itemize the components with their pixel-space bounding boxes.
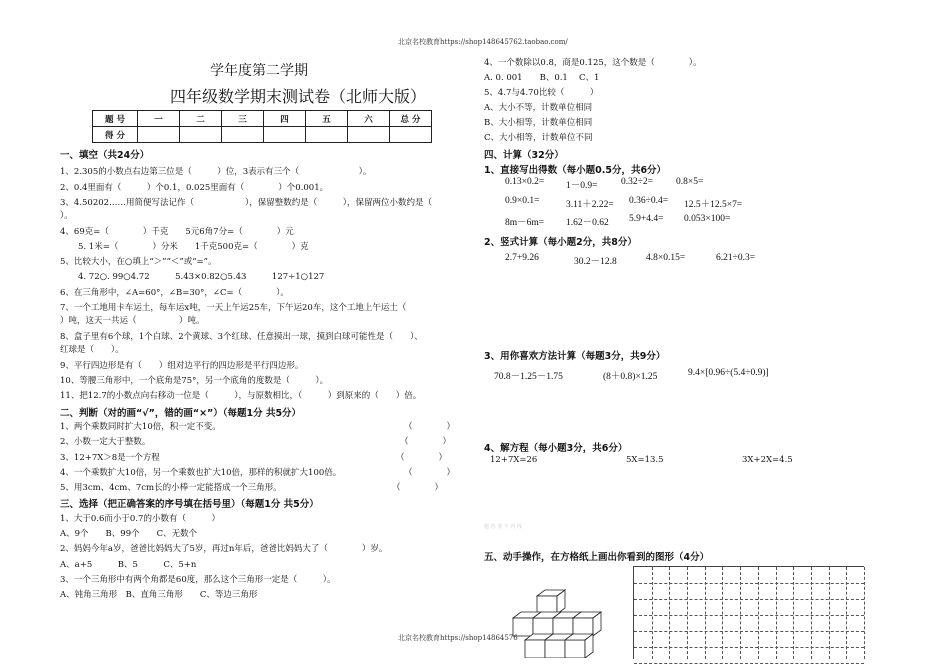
score-header-cell: 二 bbox=[180, 111, 222, 127]
equation: 5X=13.5 bbox=[626, 455, 664, 465]
grid-line-vertical bbox=[722, 567, 723, 659]
question-line: 7、一个工地用卡车运土，每车运x吨，一天上午运25车，下午运20车，这个工地上午运土（ bbox=[60, 303, 407, 313]
grid-line-horizontal bbox=[634, 615, 864, 616]
score-header-cell: 三 bbox=[222, 111, 264, 127]
direct-problem: 12.5＋12.5×7= bbox=[684, 200, 743, 210]
score-header-cell: 四 bbox=[264, 111, 306, 127]
cube-face bbox=[533, 618, 553, 636]
question-line: 5、比较大小，在○填上“＞”“＜”或“=”。 bbox=[60, 257, 217, 267]
question-line: 1、2.305的小数点右边第三位是（ ）位，3表示有三个（ ）。 bbox=[60, 167, 372, 177]
choice-line: A、a+5 B、5 C、5+n bbox=[60, 560, 197, 570]
grid-line-horizontal bbox=[634, 599, 864, 600]
vertical-problem: 4.8×0.15= bbox=[646, 253, 686, 263]
answer-blank[interactable]: （ ） bbox=[404, 468, 456, 478]
choice-line: A、9个 B、99个 C、无数个 bbox=[60, 529, 198, 539]
question-line: 3、4.50202……用简便写法记作（ ），保留整数约是（ ），保留两位小数约是（ bbox=[60, 198, 458, 208]
choice-line: A、大小不等，计数单位相同 bbox=[484, 103, 593, 113]
judge-line: 4、一个乘数扩大10倍，另一个乘数也扩大10倍，那样的积就扩大100倍。 bbox=[60, 468, 342, 478]
question-line: 4、69克=（ ）千克 5元6角7分=（ ）元 bbox=[60, 227, 294, 237]
method-problem: 70.8－1.25－1.75 bbox=[494, 372, 563, 382]
choice-line: 2、妈妈今年a岁，爸爸比妈妈大了5岁，再过n年后，爸爸比妈妈大了（ ）岁。 bbox=[60, 544, 388, 554]
question-line: 11、把12.7的小数点向右移动一位是（ ），与原数相比，（ ）到原来的（ ）倍。 bbox=[60, 391, 422, 401]
choice-line: 1、大于0.6而小于0.7的小数有（ ） bbox=[60, 514, 220, 524]
cube-face bbox=[537, 596, 557, 614]
direct-problem: 0.8×5= bbox=[676, 177, 704, 187]
grid-line-vertical bbox=[793, 567, 794, 659]
cube-face bbox=[525, 640, 545, 658]
direct-problem: 0.9×0.1= bbox=[505, 196, 540, 206]
section1-heading: 一、填空（共24分） bbox=[60, 150, 150, 161]
question-line: 5. 1米=（ ）分米 1千克500克=（ ）克 bbox=[78, 242, 309, 252]
subsection-method: 3、用你喜欢方法计算（每题3分，共9分） bbox=[484, 351, 666, 362]
question-line: ）。 bbox=[60, 211, 73, 221]
title-line1: 学年度第二学期 bbox=[210, 63, 308, 79]
question-line: 10、等腰三角形中，一个底角是75°，另一个底角的度数是（ ）。 bbox=[60, 376, 329, 386]
cube-face bbox=[545, 640, 565, 658]
section3-heading: 三、选择（把正确答案的序号填在括号里）（每题1分 共5分） bbox=[60, 499, 319, 510]
choice-line: 5、4.7与4.70比较（ ） bbox=[484, 88, 599, 98]
grid-line-vertical bbox=[705, 567, 706, 659]
question-line: 6、在三角形中，∠A=60°，∠B=30°，∠C=（ ）。 bbox=[60, 288, 289, 298]
direct-problem: 0.36÷0.4= bbox=[629, 196, 669, 206]
choice-line: A、钝角三角形 B、直角三角形 C、等边三角形 bbox=[60, 590, 258, 600]
direct-problem: 1－0.9= bbox=[566, 181, 598, 191]
grid-line-vertical bbox=[864, 567, 865, 659]
direct-problem: 0.32÷2= bbox=[621, 177, 653, 187]
cube-figure bbox=[505, 588, 620, 658]
equation: 12+7X=26 bbox=[490, 455, 538, 465]
grid-line-vertical bbox=[758, 567, 759, 659]
answer-blank[interactable]: （ ） bbox=[396, 453, 448, 463]
question-line: 2、0.4里面有（ ）个0.1，0.025里面有（ ）个0.001。 bbox=[60, 183, 329, 193]
score-table bbox=[92, 110, 432, 143]
score-cell[interactable] bbox=[390, 127, 432, 143]
judge-line: 2、小数一定大于整数。 bbox=[60, 437, 151, 447]
vertical-problem: 2.7+9.26 bbox=[505, 253, 539, 263]
grid-line-vertical bbox=[669, 567, 670, 659]
score-header-cell: 总 分 bbox=[390, 111, 432, 127]
subsection-vertical: 2、竖式计算（每小题2分，共8分） bbox=[484, 237, 637, 248]
choice-line: A. 0. 001 B、0.1 C、1 bbox=[484, 73, 600, 83]
header-watermark: 北京名校教育https://shop148645762.taobao.com/ bbox=[398, 38, 568, 46]
grid-line-horizontal bbox=[634, 631, 864, 632]
direct-problem: 0.053×100= bbox=[684, 214, 731, 224]
question-line: ）吨，这天一共运（ ）吨。 bbox=[60, 316, 205, 326]
faint-mark: 题 答 要 不 内 线 bbox=[484, 524, 522, 530]
score-header-row bbox=[93, 111, 432, 127]
choice-line: 3、一个三角形中有两个角都是60度，那么这个三角形一定是（ ）。 bbox=[60, 575, 336, 585]
grid-paper[interactable] bbox=[633, 566, 864, 659]
answer-blank[interactable]: （ ） bbox=[404, 422, 456, 432]
grid-line-vertical bbox=[740, 567, 741, 659]
choice-line: 4、一个数除以0.8，商是0.125，这个数是（ ）。 bbox=[484, 58, 702, 68]
method-problem: 9.4×[0.96÷(5.4÷0.9)] bbox=[688, 368, 769, 378]
score-header-cell: 五 bbox=[306, 111, 348, 127]
title-line2: 四年级数学期末测试卷（北师大版） bbox=[170, 87, 427, 106]
equation: 3X+2X=4.5 bbox=[742, 455, 793, 465]
score-cell[interactable] bbox=[180, 127, 222, 143]
section5-heading: 五、动手操作，在方格纸上画出你看到的图形（4分） bbox=[484, 552, 710, 563]
grid-line-vertical bbox=[652, 567, 653, 659]
answer-blank[interactable]: （ ） bbox=[392, 483, 444, 493]
grid-line-horizontal bbox=[634, 647, 864, 648]
score-header-cell: 六 bbox=[348, 111, 390, 127]
score-header-cell: 一 bbox=[138, 111, 180, 127]
cube-face bbox=[573, 618, 593, 636]
section2-heading: 二、判断（对的画“√”，错的画“×”）（每题1分 共5分） bbox=[60, 408, 302, 419]
direct-problem: 5.9+4.4= bbox=[629, 214, 664, 224]
answer-blank[interactable]: （ ） bbox=[400, 437, 452, 447]
direct-problem: 0.13×0.2= bbox=[505, 177, 545, 187]
choice-line: C、大小相等，计数单位不同 bbox=[484, 133, 593, 143]
score-cell[interactable] bbox=[138, 127, 180, 143]
score-header-cell: 题 号 bbox=[93, 111, 138, 127]
vertical-problem: 6.21÷0.3= bbox=[716, 253, 756, 263]
grid-line-vertical bbox=[687, 567, 688, 659]
direct-problem: 3.11＋2.22= bbox=[566, 200, 614, 210]
subsection-equations: 4、解方程（每小题3分，共6分） bbox=[484, 443, 628, 454]
score-cell[interactable] bbox=[306, 127, 348, 143]
score-cell[interactable] bbox=[222, 127, 264, 143]
grid-line-vertical bbox=[829, 567, 830, 659]
judge-line: 1、两个乘数同时扩大10倍，积一定不变。 bbox=[60, 422, 221, 432]
method-problem: (8＋0.8)×1.25 bbox=[603, 372, 658, 382]
question-line: 红球是（ ）。 bbox=[60, 345, 124, 355]
direct-problem: 1.62－0.62 bbox=[566, 218, 609, 228]
choice-line: B、大小相等，计数单位相同 bbox=[484, 118, 593, 128]
question-line: 4. 72○. 99○4.72 5.43×0.82○5.43 127÷1○127 bbox=[78, 272, 325, 282]
score-value-row bbox=[93, 127, 432, 143]
score-cell[interactable] bbox=[348, 127, 390, 143]
score-cell[interactable] bbox=[264, 127, 306, 143]
subsection-direct: 1、直接写出得数（每小题0.5分，共6分） bbox=[484, 165, 667, 176]
vertical-problem: 30.2－12.8 bbox=[574, 257, 617, 267]
direct-problem: 8m－6m= bbox=[505, 218, 545, 228]
grid-line-vertical bbox=[811, 567, 812, 659]
footer-watermark: 北京名校教育https://shop14864576 bbox=[398, 634, 518, 642]
question-line: 9、平行四边形是有（ ）组对边平行的四边形是平行四边形。 bbox=[60, 361, 304, 371]
grid-line-vertical bbox=[846, 567, 847, 659]
cube-face bbox=[553, 618, 573, 636]
grid-line-horizontal bbox=[634, 583, 864, 584]
cube-face bbox=[565, 640, 585, 658]
judge-line: 5、用3cm、4cm、7cm长的小棒一定能搭成一个三角形。 bbox=[60, 483, 282, 493]
question-line: 8、盒子里有6个球，1个白球、2个黄球、3个红球、任意摸出一球，摸到白球可能性是（ ）、 bbox=[60, 332, 423, 342]
section4-heading: 四、计算（32分） bbox=[484, 150, 564, 161]
grid-line-vertical bbox=[776, 567, 777, 659]
judge-line: 3、12+7X＞8是一个方程 bbox=[60, 453, 160, 463]
score-row-label: 得 分 bbox=[93, 127, 138, 143]
